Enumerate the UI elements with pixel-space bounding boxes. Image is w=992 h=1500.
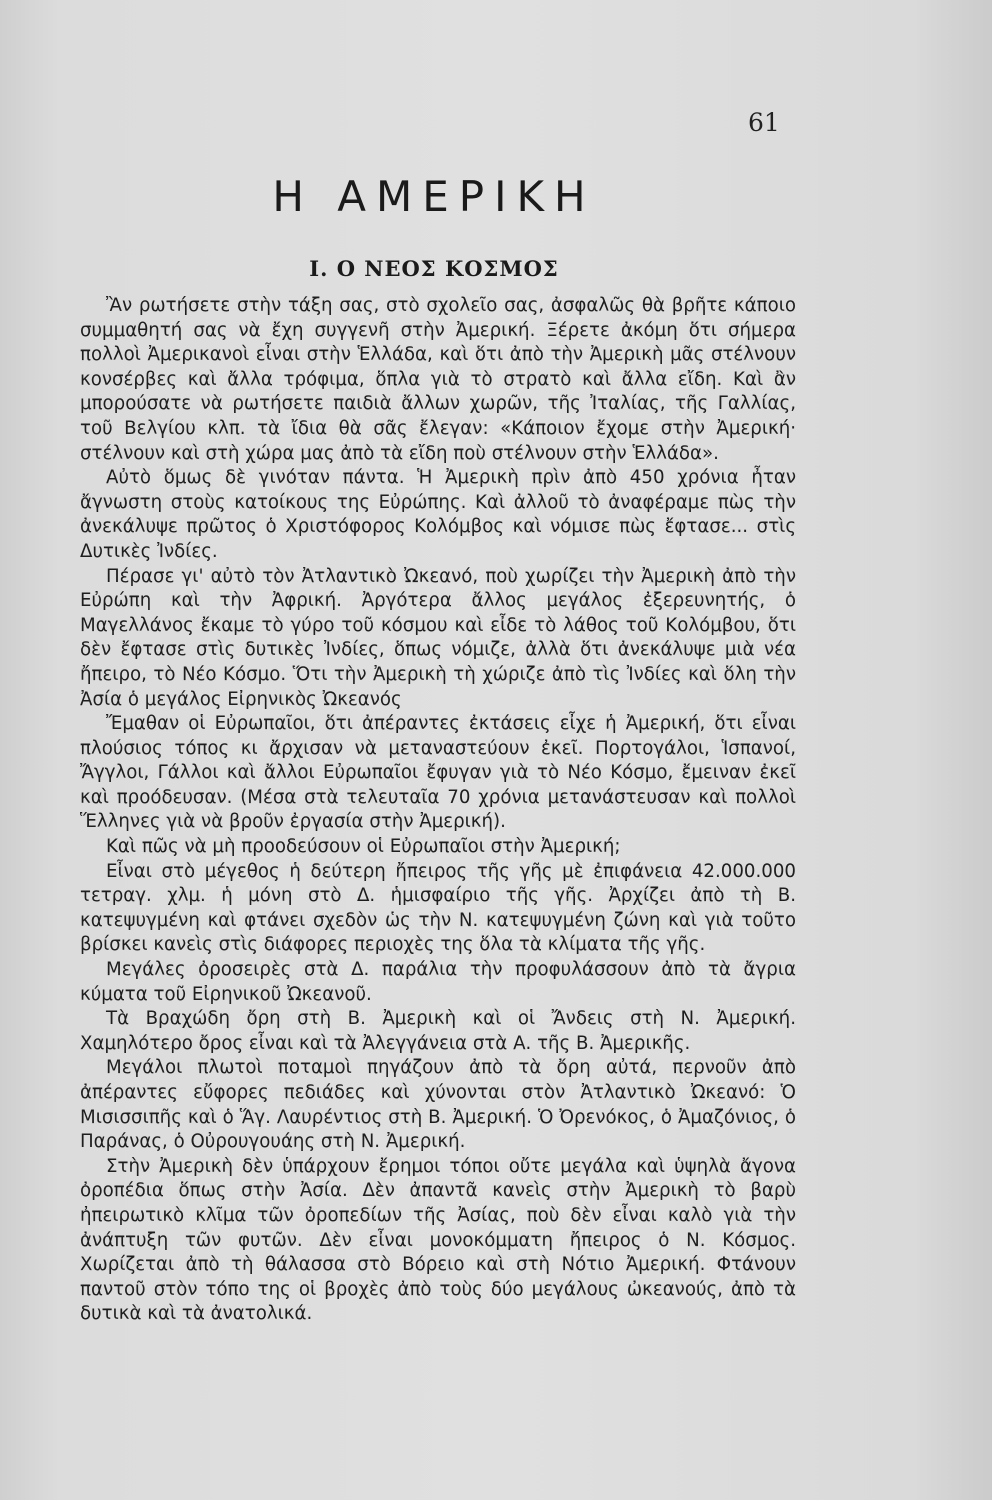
paragraph: Στὴν Ἀμερικὴ δὲν ὑπάρχουν ἔρημοι τόποι οὔτε μεγάλα καὶ ὑψηλὰ ἄγονα ὀροπέδια ὅπως στὴν Ἀσία. Δὲν ἀπαντᾶ κανεὶς στὴν Ἀμερικὴ τὸ βαρὺ ἠπειρωτικὸ κλῖμα τῶν ὀροπεδίων τῆς Ἀσίας, ποὺ δὲν εἶναι καλὸ γιὰ τὴν ἀνάπτυξη τῶν φυτῶν. Δὲν εἶναι μονοκόμματη ἤπειρος ὁ Ν. Κόσμος. Χωρίζεται ἀπὸ τὴ θάλασσα στὸ Βόρειο καὶ στὴ Νότιο Ἀμερική. Φτάνουν παντοῦ στὸν τόπο της οἱ βροχὲς ἀπὸ τοὺς δύο μεγάλους ὠκεανούς, ἀπὸ τὰ δυτικὰ καὶ τὰ ἀνατολικά.: [80, 1155, 796, 1325]
section-subtitle: Ι. Ο ΝΕΟΣ ΚΟΣΜΟΣ: [309, 256, 559, 281]
chapter-title: Η ΑΜΕΡΙΚΗ: [272, 172, 596, 221]
paragraph: Μεγάλες ὀροσειρὲς στὰ Δ. παράλια τὴν προφυλάσσουν ἀπὸ τὰ ἄγρια κύματα τοῦ Εἰρηνικοῦ Ὠκεανοῦ.: [80, 959, 796, 1005]
paragraph: Μεγάλοι πλωτοὶ ποταμοὶ πηγάζουν ἀπὸ τὰ ὄρη αὐτά, περνοῦν ἀπὸ ἀπέραντες εὔφορες πεδιάδες καὶ χύνονται στὸν Ἀτλαντικὸ Ὠκεανό: Ὁ Μισισσιπῆς καὶ ὁ Ἅγ. Λαυρέντιος στὴ Β. Ἀμερική. Ὁ Ὀρενόκος, ὁ Ἀμαζόνιος, ὁ Παράνας, ὁ Οὐρουγουάης στὴ Ν. Ἀμερική.: [80, 1057, 796, 1153]
paragraph: Ἂν ρωτήσετε στὴν τάξη σας, στὸ σχολεῖο σας, ἀσφαλῶς θὰ βρῆτε κάποιο συμμαθητή σας νὰ ἔχη συγγενῆ στὴν Ἀμερική. Ξέρετε ἀκόμη ὅτι σήμερα πολλοὶ Ἀμερικανοὶ εἶναι στὴν Ἑλλάδα, καὶ ὅτι ἀπὸ τὴν Ἀμερικὴ μᾶς στέλνουν κονσέρβες καὶ ἄλλα τρόφιμα, ὅπλα γιὰ τὸ στρατὸ καὶ ἄλλα εἴδη. Καὶ ἂν μπορούσατε νὰ ρωτήσετε παιδιὰ ἄλλων χωρῶν, τῆς Ἰταλίας, τῆς Γαλλίας, τοῦ Βελγίου κλπ. τὰ ἴδια θὰ σᾶς ἔλεγαν: «Κάποιον ἔχομε στὴν Ἀμερική· στέλνουν καὶ στὴ χώρα μας ἀπὸ τὰ εἴδη ποὺ στέλνουν στὴν Ἑλλάδα».: [80, 295, 796, 464]
body-text: [80, 294, 796, 1327]
paragraph: Τὰ Βραχώδη ὄρη στὴ Β. Ἀμερικὴ καὶ οἱ Ἄνδεις στὴ Ν. Ἀμερική. Χαμηλότερο ὄρος εἶναι καὶ τὰ Ἀλεγγάνεια στὰ Α. τῆς Β. Ἀμερικῆς.: [80, 1008, 796, 1054]
page-number: 61: [748, 108, 780, 137]
paragraph: Πέρασε γι' αὐτὸ τὸν Ἀτλαντικὸ Ὠκεανό, ποὺ χωρίζει τὴν Ἀμερικὴ ἀπὸ τὴν Εὐρώπη καὶ τὴν Ἀφρική. Ἀργότερα ἄλλος μεγάλος ἐξερευνητής, ὁ Μαγελλάνος ἔκαμε τὸ γύρο τοῦ κόσμου καὶ εἶδε τὸ λάθος τοῦ Κολόμβου, ὅτι δὲν ἔφτασε στὶς δυτικὲς Ἰνδίες, ὅπως νόμιζε, ἀλλὰ ὅτι ἀνεκάλυψε μιὰ νέα ἤπειρο, τὸ Νέο Κόσμο. Ὅτι τὴν Ἀμερικὴ τὴ χώριζε ἀπὸ τὶς Ἰνδίες καὶ ὅλη τὴν Ἀσία ὁ μεγάλος Εἰρηνικὸς Ὠκεανός: [80, 565, 796, 710]
paragraph: Αὐτὸ ὅμως δὲ γινόταν πάντα. Ἡ Ἀμερικὴ πρὶν ἀπὸ 450 χρόνια ἦταν ἄγνωστη στοὺς κατοίκους της Εὐρώπης. Καὶ ἀλλοῦ τὸ ἀναφέραμε πὼς τὴν ἀνεκάλυψε πρῶτος ὁ Χριστόφορος Κολόμβος καὶ νόμισε πὼς ἔφτασε... στὶς Δυτικὲς Ἰνδίες.: [80, 467, 796, 562]
paragraph: Εἶναι στὸ μέγεθος ἡ δεύτερη ἤπειρος τῆς γῆς μὲ ἐπιφάνεια 42.000.000 τετραγ. χλμ. ἡ μόνη στὸ Δ. ἡμισφαίριο τῆς γῆς. Ἀρχίζει ἀπὸ τὴ Β. κατεψυγμένη καὶ φτάνει σχεδὸν ὡς τὴν Ν. κατεψυγμένη ζώνη καὶ γιὰ τοῦτο βρίσκει κανεὶς στὶς διάφορες περιοχὲς της ὅλα τὰ κλίματα τῆς γῆς.: [80, 860, 796, 956]
paragraph: Ἔμαθαν οἱ Εὐρωπαῖοι, ὅτι ἀπέραντες ἐκτάσεις εἶχε ἡ Ἀμερική, ὅτι εἶναι πλούσιος τόπος κι ἄρχισαν νὰ μεταναστεύουν ἐκεῖ. Πορτογάλοι, Ἱσπανοί, Ἄγγλοι, Γάλλοι καὶ ἄλλοι Εὐρωπαῖοι ἔφυγαν γιὰ τὸ Νέο Κόσμο, ἔμειναν ἐκεῖ καὶ προόδευσαν. (Μέσα στὰ τελευταῖα 70 χρόνια μετανάστευσαν καὶ πολλοὶ Ἕλληνες γιὰ νὰ βροῦν ἐργασία στὴν Ἀμερική).: [80, 713, 796, 833]
paragraph: Καὶ πῶς νὰ μὴ προοδεύσουν οἱ Εὐρωπαῖοι στὴν Ἀμερική;: [106, 836, 621, 858]
